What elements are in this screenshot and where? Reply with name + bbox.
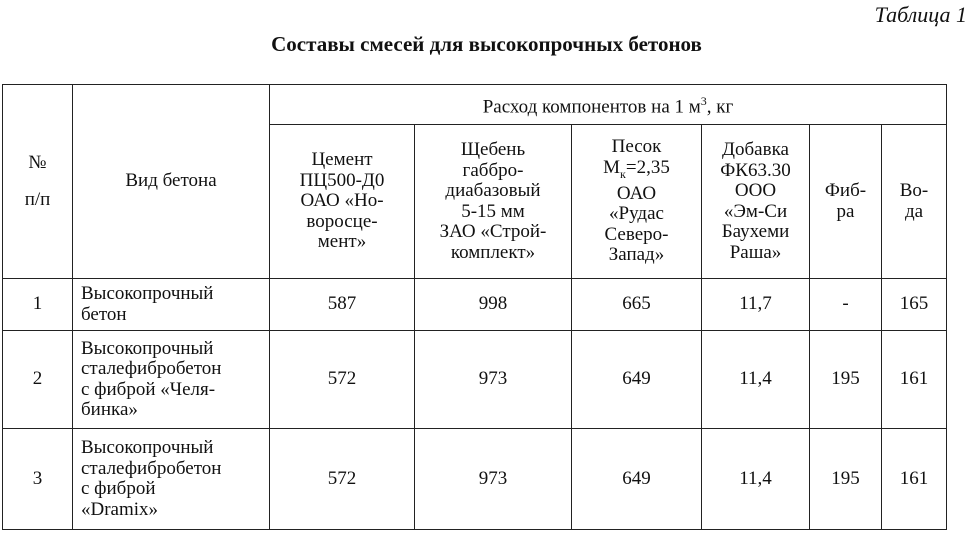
- header-concrete-type: Вид бетона: [73, 85, 270, 279]
- cell-water: 161: [882, 331, 947, 429]
- header-additive-line: ООО: [734, 180, 777, 201]
- row-concrete-type: [73, 331, 270, 429]
- header-cement: [270, 125, 415, 279]
- header-number-line: №: [28, 152, 47, 173]
- header-additive-line: Баухеми: [721, 221, 790, 242]
- row-type-line: сталефибробетон: [81, 358, 222, 379]
- header-water-line: Во-: [899, 180, 929, 201]
- row-concrete-type: [73, 279, 270, 331]
- header-cement-line: ОАО «Но-: [300, 190, 384, 212]
- header-gravel-line: 5-15 мм: [461, 200, 525, 222]
- cell-gravel: 973: [415, 331, 572, 429]
- header-cement-line: воросце-: [306, 210, 378, 232]
- header-number-line: п/п: [24, 188, 51, 210]
- header-gravel-line: комплект»: [450, 241, 536, 263]
- header-fiber-line: Фиб-: [824, 180, 867, 201]
- header-sand-line: Северо-: [604, 223, 669, 245]
- row-type-line: бинка»: [81, 399, 138, 420]
- cell-additive: 11,4: [702, 429, 810, 530]
- row-number: 2: [3, 331, 73, 429]
- row-type-line: с фиброй: [81, 478, 156, 499]
- header-fiber: [810, 125, 882, 279]
- header-additive-line: Раша»: [729, 241, 782, 263]
- cell-fiber: -: [810, 279, 882, 331]
- row-number: 1: [3, 279, 73, 331]
- header-sand-line: Запад»: [608, 244, 665, 266]
- table-row: [3, 279, 947, 331]
- header-sand: [572, 125, 702, 279]
- header-cement-line: Цемент: [311, 149, 373, 171]
- header-water: [882, 125, 947, 279]
- cell-cement: 572: [270, 331, 415, 429]
- row-type-line: сталефибробетон: [81, 457, 222, 479]
- header-group-sup: 3: [700, 94, 707, 109]
- header-gravel: [415, 125, 572, 279]
- header-row-main: [3, 85, 947, 125]
- header-sand-m: М: [603, 156, 621, 178]
- header-water-line: да: [904, 200, 924, 222]
- header-cement-line: мент»: [317, 231, 367, 253]
- header-additive: [702, 125, 810, 279]
- cell-fiber: 195: [810, 429, 882, 530]
- cell-additive: 11,4: [702, 331, 810, 429]
- header-additive-line: ФК63.30: [720, 159, 791, 181]
- header-group-prefix: Расход компонентов на 1 м: [482, 96, 701, 118]
- cell-gravel: 973: [415, 429, 572, 530]
- cell-sand: 649: [572, 429, 702, 530]
- row-type-line: с фиброй «Челя-: [81, 378, 216, 400]
- header-gravel-line: ЗАО «Строй-: [439, 221, 547, 242]
- header-sand-value: =2,35: [625, 156, 670, 178]
- header-component-consumption: [270, 85, 947, 125]
- header-sand-modulus: [575, 158, 698, 184]
- row-type-line: Высокопрочный: [81, 437, 214, 458]
- row-type-line: бетон: [81, 303, 127, 325]
- header-fiber-line: ра: [836, 200, 855, 222]
- header-gravel-line: габбро-: [462, 159, 524, 181]
- row-number: 3: [3, 429, 73, 530]
- cell-water: 161: [882, 429, 947, 530]
- cell-additive: 11,7: [702, 279, 810, 331]
- header-sand-line: «Рудас: [609, 203, 664, 225]
- cell-water: 165: [882, 279, 947, 331]
- header-sand-line: Песок: [611, 136, 662, 158]
- cell-sand: 649: [572, 331, 702, 429]
- document-title: Составы смесей для высокопрочных бетонов: [271, 32, 702, 56]
- cell-sand: 665: [572, 279, 702, 331]
- header-sand-sub: к: [620, 166, 626, 181]
- cell-gravel: 998: [415, 279, 572, 331]
- row-concrete-type: [73, 429, 270, 530]
- header-gravel-line: диабазовый: [445, 180, 541, 201]
- table-row: [3, 331, 947, 429]
- table-row: [3, 429, 947, 530]
- header-additive-line: Добавка: [722, 139, 789, 160]
- header-cement-line: ПЦ500-Д0: [299, 169, 385, 191]
- header-number-cell: [3, 85, 73, 279]
- header-additive-line: «Эм-Си: [723, 200, 788, 222]
- row-type-line: Высокопрочный: [81, 283, 214, 304]
- header-group-suffix: , кг: [706, 96, 734, 118]
- header-sand-line: ОАО: [616, 182, 657, 204]
- cell-cement: 572: [270, 429, 415, 530]
- cell-fiber: 195: [810, 331, 882, 429]
- cell-cement: 587: [270, 279, 415, 331]
- table-caption: Таблица 1: [874, 2, 967, 27]
- mix-composition-table: [2, 84, 947, 530]
- row-type-line: Высокопрочный: [81, 337, 214, 359]
- row-type-line: «Dramix»: [81, 498, 159, 520]
- header-gravel-line: Щебень: [460, 139, 526, 160]
